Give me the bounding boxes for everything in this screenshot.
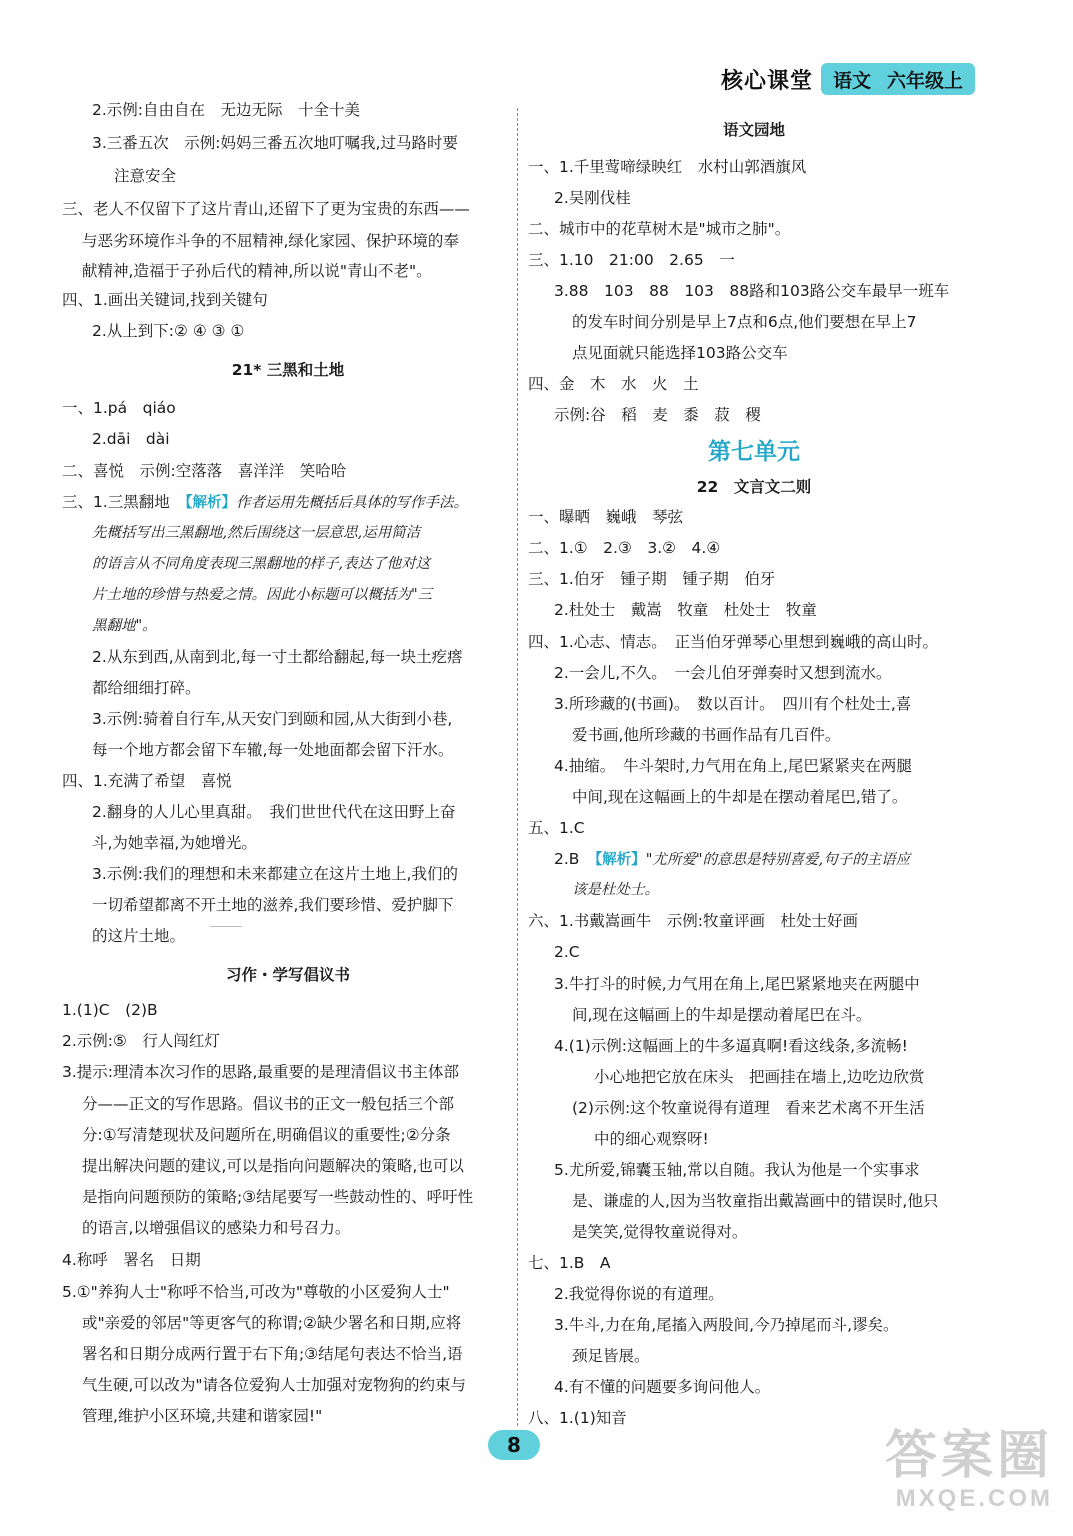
answer-line: (2)示例:这个牧童说得有道理 看来艺术离不开生活: [572, 1099, 925, 1117]
answer-line: 3.牛打斗的时候,力气用在角上,尾巴紧紧地夹在两腿中: [554, 975, 920, 993]
section-title: 习作・学写倡议书: [225, 966, 350, 984]
answer-line: 中的细心观察呀!: [594, 1130, 709, 1148]
answer-line: 是笑笑,觉得牧童说得对。: [572, 1223, 748, 1241]
answer-line: 是、谦虚的人,因为当牧童指出戴嵩画中的错误时,他只: [572, 1192, 939, 1210]
section-title: 语文园地: [722, 121, 785, 139]
answer-line: 四、1.心志、情志。 正当伯牙弹琴心里想到巍峨的高山时。: [528, 633, 939, 651]
answer-line: 管理,维护小区环境,共建和谐家园!": [82, 1407, 323, 1425]
answer-line: 2.示例:⑤ 行人闯红灯: [62, 1032, 220, 1050]
answer-line: 3.牛斗,力在角,尾搐入两股间,今乃掉尾而斗,谬矣。: [554, 1316, 899, 1334]
answer-line: 3.88 103 88 103 88路和103路公交车最早一班车: [554, 282, 950, 300]
watermark-logo: [868, 1427, 1053, 1522]
answer-line: 的语言,以增强倡议的感染力和号召力。: [82, 1219, 351, 1237]
watermark-url: MXQE.COM: [895, 1485, 1053, 1512]
answer-line: 一、曝晒 巍峨 琴弦: [528, 508, 684, 526]
answer-line: 提出解决问题的建议,可以是指向问题解决的策略,也可以: [82, 1157, 464, 1175]
unit-title: 第七单元: [708, 439, 800, 465]
answer-line: 颈足皆展。: [572, 1347, 650, 1365]
answer-line: 5.尤所爱,锦囊玉轴,常以自随。我认为他是一个实事求: [554, 1161, 920, 1179]
answer-line: 都给细细打碎。: [92, 679, 201, 697]
column-divider: [517, 108, 518, 1426]
answer-line: 中间,现在这幅画上的牛却是在摆动着尾巴,错了。: [572, 788, 908, 806]
answer-line: 与恶劣环境作斗争的不屈精神,绿化家园、保护环境的奉: [82, 232, 459, 250]
answer-line: 一、1.pá qiáo: [62, 399, 176, 417]
answer-line: 2.一会儿,不久。 一会儿伯牙弹奏时又想到流水。: [554, 664, 892, 682]
answer-line: 或"亲爱的邻居"等更客气的称谓;②缺少署名和日期,应将: [82, 1314, 462, 1332]
answer-line: 4.抽缩。 牛斗架时,力气用在角上,尾巴紧紧夹在两腿: [554, 757, 912, 775]
subject-label: 语文: [832, 69, 871, 92]
answer-line: 分——正文的写作思路。倡议书的正文一般包括三个部: [82, 1095, 455, 1113]
section-title: 22 文言文二则: [696, 478, 812, 496]
subject-badge: [821, 63, 975, 95]
answer-line: 点见面就只能选择103路公交车: [572, 344, 788, 362]
answer-line: 八、1.(1)知音: [528, 1409, 627, 1427]
answer-line: 献精神,造福于子孙后代的精神,所以说"青山不老"。: [82, 262, 432, 280]
answer-line: 2.示例:自由自在 无边无际 十全十美: [92, 101, 361, 119]
answer-line: 3.示例:骑着自行车,从天安门到颐和园,从大街到小巷,: [92, 710, 453, 728]
answer-line: 二、城市中的花草树木是"城市之肺"。: [528, 220, 791, 238]
answer-line: 2.从东到西,从南到北,每一寸土都给翻起,每一块土疙瘩: [92, 648, 463, 666]
answer-line: 3.示例:我们的理想和未来都建立在这片土地上,我们的: [92, 865, 458, 883]
answer-line: 七、1.B A: [528, 1254, 611, 1272]
answer-line: 气生硬,可以改为"请各位爱狗人士加强对宠物狗的约束与: [82, 1376, 467, 1394]
answer-line: 的这片土地。: [92, 927, 186, 945]
answer-line: 4.称呼 署名 日期: [62, 1251, 201, 1269]
answer-line: [554, 849, 910, 870]
answer-line: 1.(1)C (2)B: [62, 1001, 158, 1019]
analysis-text: "尤所爱"的意思是特别喜爱,句子的主语应: [645, 852, 911, 868]
answer-line: 三、1.伯牙 锺子期 锺子期 伯牙: [528, 570, 776, 588]
answer-line: 间,现在这幅画上的牛却是摆动着尾巴在斗。: [572, 1006, 872, 1024]
answer-line: 四、1.画出关键词,找到关键句: [62, 291, 268, 309]
answer-line: 小心地把它放在床头 把画挂在墙上,边吃边欣赏: [594, 1068, 925, 1086]
analysis-tag: 【解析】: [594, 852, 646, 868]
answer-line: 分:①写清楚现状及问题所在,明确倡议的重要性;②分条: [82, 1126, 451, 1144]
answer-line: [62, 492, 468, 513]
analysis-line: 先概括写出三黑翻地,然后围绕这一层意思,运用简洁: [92, 525, 421, 541]
answer-line: 三、老人不仅留下了这片青山,还留下了更为宝贵的东西——: [62, 200, 470, 218]
answer-line: 3.提示:理清本次习作的思路,最重要的是理清倡议书主体部: [62, 1063, 459, 1081]
analysis-line: 片土地的珍惜与热爱之情。因此小标题可以概括为"三: [92, 587, 433, 603]
analysis-line: 黑翻地"。: [92, 618, 157, 634]
answer-line: 示例:谷 稻 麦 黍 菽 稷: [554, 406, 761, 424]
answer-line: 4.有不懂的问题要多询问他人。: [554, 1378, 771, 1396]
answer-line: 四、金 木 水 火 土: [528, 375, 699, 393]
analysis-tag: 【解析】: [185, 495, 237, 511]
grade-label: 六年级上: [886, 69, 963, 92]
answer-line: 2.从上到下:② ④ ③ ①: [92, 322, 245, 340]
page-number-label: 8: [507, 1433, 521, 1457]
answer-line: 2.杜处士 戴嵩 牧童 杜处士 牧童: [554, 601, 817, 619]
answer-line: 4.(1)示例:这幅画上的牛多逼真啊!看这线条,多流畅!: [554, 1037, 908, 1055]
page-number: [488, 1430, 540, 1460]
answer-text: 2.B: [554, 850, 595, 868]
answer-line: 一切希望都离不开土地的滋养,我们要珍惜、爱护脚下: [92, 896, 454, 914]
page-header: [721, 62, 975, 96]
answer-line: 的发车时间分别是早上7点和6点,他们要想在早上7: [572, 313, 917, 331]
answer-line: 注意安全: [114, 167, 177, 185]
answer-line: 六、1.书戴嵩画牛 示例:牧童评画 杜处士好画: [528, 912, 859, 930]
section-title: 21* 三黑和土地: [231, 361, 345, 379]
answer-line: 2.吴刚伐桂: [554, 189, 631, 207]
analysis-line: 该是杜处士。: [572, 882, 659, 898]
answer-text: 三、1.三黑翻地: [62, 493, 186, 511]
answer-line: 一、1.千里莺啼绿映红 水村山郭酒旗风: [528, 158, 807, 176]
answer-line: 2.我觉得你说的有道理。: [554, 1285, 724, 1303]
answer-line: 每一个地方都会留下车辙,每一处地面都会留下汗水。: [92, 741, 454, 759]
answer-line: 是指向问题预防的策略;③结尾要写一些鼓动性的、呼吁性: [82, 1188, 474, 1206]
divider-mark: [210, 926, 242, 927]
answer-line: 斗,为她幸福,为她增光。: [92, 834, 257, 852]
answer-line: 5.①"养狗人士"称呼不恰当,可改为"尊敬的小区爱狗人士": [62, 1283, 450, 1301]
analysis-text: 作者运用先概括后具体的写作手法。: [236, 495, 469, 511]
answer-line: 2.dāi dài: [92, 430, 170, 448]
answer-line: 署名和日期分成两行置于右下角;③结尾句表达不恰当,语: [82, 1345, 463, 1363]
answer-line: 2.翻身的人儿心里真甜。 我们世世代代在这田野上奋: [92, 803, 456, 821]
answer-line: 2.C: [554, 943, 580, 961]
answer-line: 3.三番五次 示例:妈妈三番五次地叮嘱我,过马路时要: [92, 134, 458, 152]
answer-line: 五、1.C: [528, 819, 585, 837]
answer-line: 二、喜悦 示例:空落落 喜洋洋 笑哈哈: [62, 462, 347, 480]
brand-title: 核心课堂: [720, 68, 813, 94]
answer-line: 二、1.① 2.③ 3.② 4.④: [528, 539, 721, 557]
answer-line: 四、1.充满了希望 喜悦: [62, 772, 232, 790]
answer-line: 爱书画,他所珍藏的书画作品有几百件。: [572, 726, 841, 744]
analysis-line: 的语言从不同角度表现三黑翻地的样子,表达了他对这: [92, 556, 431, 572]
watermark-text: 答案圈: [884, 1427, 1053, 1485]
answer-line: 3.所珍藏的(书画)。 数以百计。 四川有个杜处士,喜: [554, 695, 912, 713]
answer-line: 三、1.10 21:00 2.65 一: [528, 251, 735, 269]
